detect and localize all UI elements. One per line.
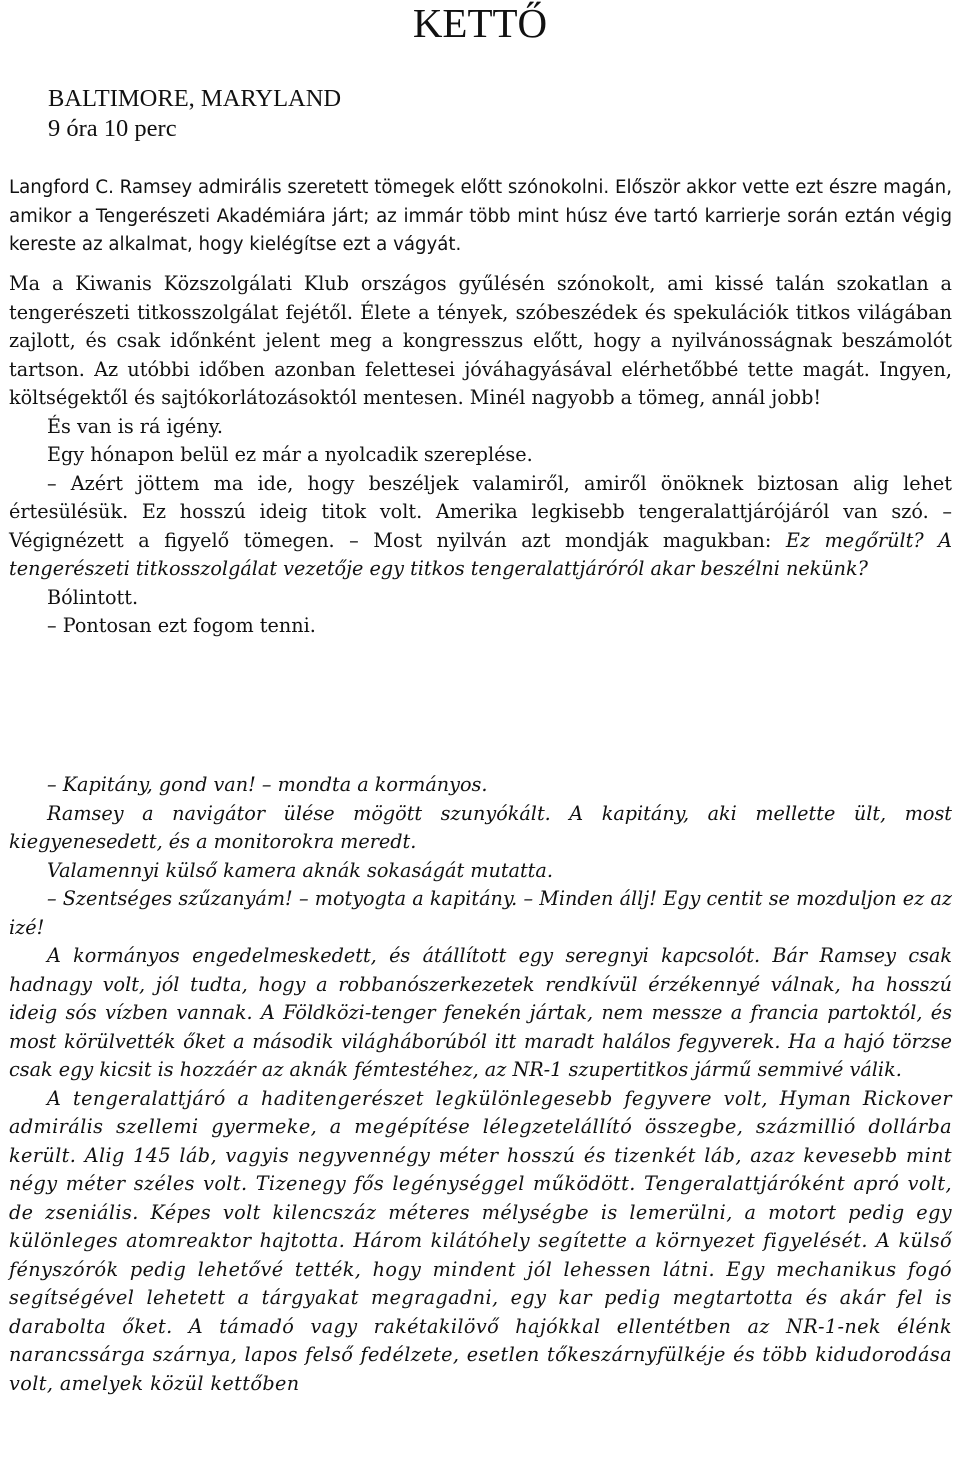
- paragraph-submarine-description: A tengeralattjáró a haditengerészet legkülönlegesebb fegyvere volt, Hyman Rickover admirális szellemi gyermeke, a megépítése lélegzetelállító összegbe, százmillió dollárba került. Alig 145 láb, vagyis negyvennégy méter hosszú és tizenkét láb, azaz kevesebb mint négy méter széles volt. Tizenegy fős legénységgel működött. Tengeralattjáróként apró volt, de zseniális. Képes volt kilencszáz méteres mélységbe is lemerülni, a motort pedig egy különleges atomreaktor hajtotta. Három kilátóhely segítette a környezet figyelését. A külső fényszórók pedig lehetővé tették, hogy mindent jól lehessen látni. Egy mechanikus fogó segítségével lehetett a tárgyakat megragadni, egy kar pedig megtartotta és akár fel is darabolta őket. A támadó vagy rakétakilövő hajókkal ellentétben az NR-1-nek élénk narancssárga szárnya, lapos felső fedélzete, esetlen tőkeszárnyfülkéje és több kidudorodása volt, amelyek közül kettőben: [9, 1086, 952, 1395]
- paragraph-mines: A kormányos engedelmeskedett, és átállított egy seregnyi kapcsolót. Bár Ramsey csak hadnagy volt, jól tudta, hogy a robbanószerkezetek rendkívül érzékennyé válnak, ha hosszú ideig sós vízben vannak. A Földközi-tenger fenekén jártak, nem messze a francia partoktól, és most körülvették őket a második világháborúból itt maradt halálos fegyverek. Ha a hajó törzse csak egy kicsit is hozzáér az aknák fémtestéhez, az NR-1 szupertitkos jármű semmivé válik.: [9, 944, 952, 1081]
- scene-one: [9, 174, 952, 260]
- paragraph-nod: Bólintott.: [47, 585, 139, 609]
- paragraph-exactly: – Pontosan ezt fogom tenni.: [47, 614, 316, 637]
- paragraph-eighth-appearance: Egy hónapon belül ez már a nyolcadik szereplése.: [47, 443, 533, 466]
- paragraph-intro: Langford C. Ramsey admirális szeretett tömegek előtt szónokolni. Először akkor vette ezt észre magán, amikor a Tengerészeti Akadémiára járt; az immár több mint húsz éve tartó karrierje során eztán végig kereste az alkalmat, hogy kielégítse ezt a vágyát.: [9, 177, 952, 255]
- paragraph-speech-quote: [9, 470, 952, 584]
- paragraph-captain-order: – Szentséges szűzanyám! – motyogta a kapitány. – Minden állj! Egy centit se mozduljon ez az izé!: [9, 887, 952, 939]
- scene-two: [9, 771, 952, 1398]
- paragraph-ramsey-dozing: Ramsey a navigátor ülése mögött szunyókált. A kapitány, aki mellette ült, most kiegyenesedett, és a monitorokra meredt.: [9, 801, 952, 853]
- paragraph-demand: És van is rá igény.: [47, 414, 224, 438]
- paragraph-cameras: Valamennyi külső kamera aknák sokaságát mutatta.: [47, 858, 553, 882]
- chapter-title: KETTŐ: [412, 0, 548, 46]
- setting-time: 9 óra 10 perc: [48, 115, 177, 142]
- speech-quote-italic: Ez megőrült? A tengerészeti titkosszolgálat vezetője egy titkos tengeralattjáróról akar beszélni nekünk?: [9, 528, 952, 580]
- setting-location: BALTIMORE, MARYLAND: [48, 85, 342, 112]
- speech-quote-text: – Azért jöttem ma ide, hogy beszéljek valamiről, amiről önöknek biztosan alig lehet értesülésük. Ez hosszú ideig titok volt. Amerika legkisebb tengeralattjárójáról van szó. – Végignézett a figyelő tömegen. – Most nyilván azt mondják magukban:: [9, 471, 952, 552]
- paragraph-helmsman: – Kapitány, gond van! – mondta a kormányos.: [47, 773, 488, 796]
- scene-one-body: [9, 270, 952, 641]
- paragraph-speech-context: Ma a Kiwanis Közszolgálati Klub országos gyűlésén szónokolt, ami kissé talán szokatlan a tengerészeti titkosszolgálat fejétől. Élete a tények, szóbeszédek és spekulációk titkos világában zajlott, és csak időnként jelent meg a kongresszus előtt, hogy a nyilvánosságnak beszámolót tartson. Az utóbbi időben azonban felettesei jóváhagyásával elérhetőbbé tette magát. Ingyen, költségektől és sajtókorlátozásoktól mentesen. Minél nagyobb a tömeg, annál jobb!: [9, 272, 952, 409]
